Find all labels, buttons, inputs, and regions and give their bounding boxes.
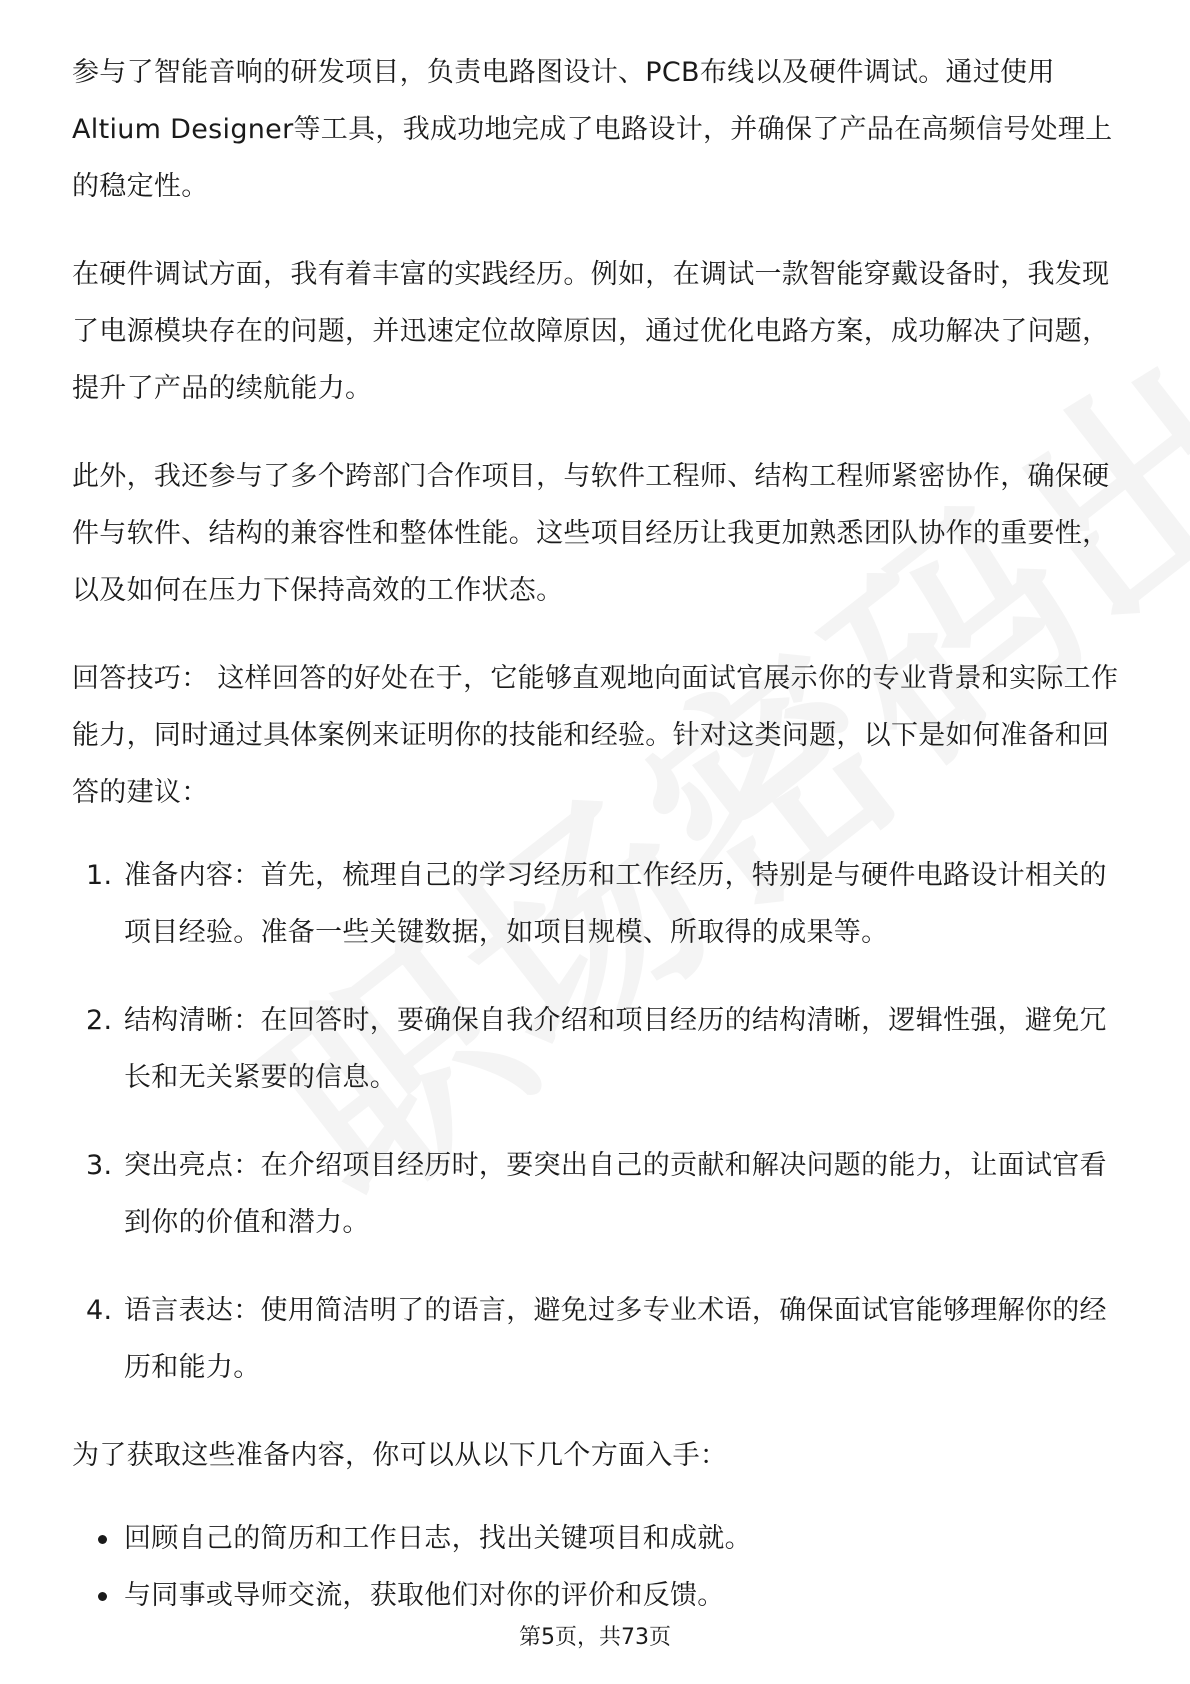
list-number: 3. [86,1150,113,1181]
list-number: 4. [86,1295,113,1326]
paragraph: 此外，我还参与了多个跨部门合作项目，与软件工程师、结构工程师紧密协作，确保硬件与软件、结构的兼容性和整体性能。这些项目经历让我更加熟悉团队协作的重要性，以及如何在压力下保持高效的工作状态。 [72,461,1110,606]
document-body [72,44,1122,1624]
numbered-list [72,847,1122,1396]
list-item [72,1282,1122,1396]
list-item [72,992,1122,1106]
list-number: 1. [86,860,113,891]
bullet-item [72,1510,1122,1567]
bullet-text: 与同事或导师交流，获取他们对你的评价和反馈。 [124,1580,725,1611]
list-item-text: 结构清晰：在回答时，要确保自我介绍和项目经历的结构清晰，逻辑性强，避免冗长和无关紧要的信息。 [124,1005,1107,1093]
list-item-text: 突出亮点：在介绍项目经历时，要突出自己的贡献和解决问题的能力，让面试官看到你的价值和潜力。 [124,1150,1107,1238]
list-item [72,1137,1122,1251]
bullet-item [72,1567,1122,1624]
paragraph: 参与了智能音响的研发项目，负责电路图设计、PCB布线以及硬件调试。通过使用Altium Designer等工具，我成功地完成了电路设计，并确保了产品在高频信号处理上的稳定性。 [72,57,1113,202]
page-number-footer: 第5页，共73页 [519,1625,671,1650]
paragraph: 在硬件调试方面，我有着丰富的实践经历。例如，在调试一款智能穿戴设备时，我发现了电源模块存在的问题，并迅速定位故障原因，通过优化电路方案，成功解决了问题，提升了产品的续航能力。 [72,259,1110,404]
list-item-text: 语言表达：使用简洁明了的语言，避免过多专业术语，确保面试官能够理解你的经历和能力。 [124,1295,1107,1383]
bullet-list [72,1510,1122,1624]
bullet-icon [98,1592,107,1601]
bullets-intro: 为了获取这些准备内容，你可以从以下几个方面入手： [72,1440,728,1471]
bullet-icon [98,1535,107,1544]
list-item-text: 准备内容：首先，梳理自己的学习经历和工作经历，特别是与硬件电路设计相关的项目经验。准备一些关键数据，如项目规模、所取得的成果等。 [124,860,1107,948]
list-number: 2. [86,1005,113,1036]
answer-tips-paragraph: 回答技巧： 这样回答的好处在于，它能够直观地向面试官展示你的专业背景和实际工作能力，同时通过具体案例来证明你的技能和经验。针对这类问题，以下是如何准备和回答的建议： [72,663,1119,808]
list-item [72,847,1122,961]
bullet-text: 回顾自己的简历和工作日志，找出关键项目和成就。 [124,1523,752,1554]
